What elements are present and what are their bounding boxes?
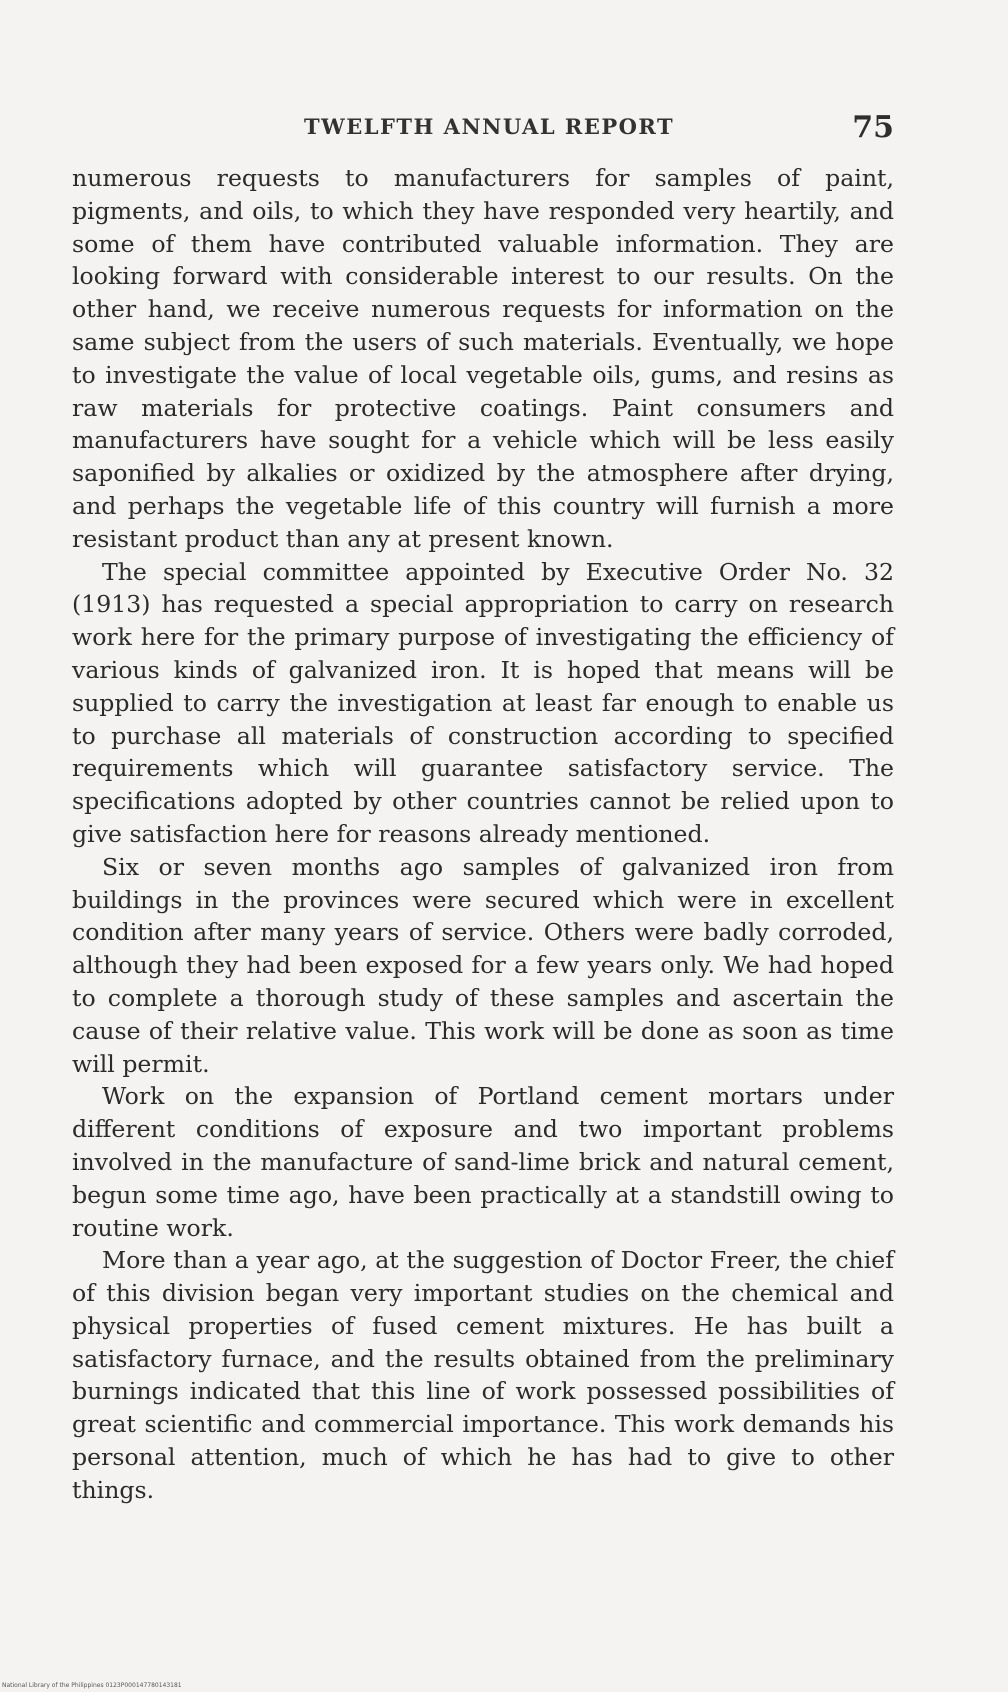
paragraph-fused-cement: More than a year ago, at the suggestion of Doctor Freer, the chief of this division began very important studies on the chemical and physical properties of fused cement mixtures. He has built a satisfactory furnace, and the results obtained from the preliminary burnings indicated that this line of work possessed possibilities of great scientific and commercial importance. This work demands his personal attention, much of which he has had to give to other things. xyxy=(72,1246,894,1504)
document-page xyxy=(72,100,894,1560)
paragraph-galvanized-samples: Six or seven months ago samples of galvanized iron from buildings in the provinces were secured which were in excellent condition after many years of service. Others were badly corroded, although they had been exposed for a few years only. We had hoped to complete a thorough study of these samples and ascertain the cause of their relative value. This work will be done as soon as time will permit. xyxy=(72,852,894,1078)
running-head xyxy=(72,108,894,148)
scan-credit: National Library of the Philippines 0123P000147780143181 xyxy=(2,1682,182,1689)
page-number: 75 xyxy=(852,110,894,145)
body-text xyxy=(72,162,894,1507)
paragraph-portland-cement: Work on the expansion of Portland cement mortars under different conditions of exposure and two important problems involved in the manufacture of sand-lime brick and natural cement, begun some time ago, have been practically at a standstill owing to routine work. xyxy=(72,1082,894,1242)
paragraph-special-committee: The special committee appointed by Executive Order No. 32 (1913) has requested a special appropriation to carry on research work here for the primary purpose of investigating the efficiency of various kinds of galvanized iron. It is hoped that means will be supplied to carry the investigation at least far enough to enable us to purchase all materials of construction according to specified requirements which will guarantee satisfactory service. The specifications adopted by other countries cannot be relied upon to give satisfaction here for reasons already mentioned. xyxy=(72,557,894,848)
running-title: TWELFTH ANNUAL REPORT xyxy=(304,114,675,139)
paragraph-continued: numerous requests to manufacturers for samples of paint, pigments, and oils, to which they have responded very heartily, and some of them have contributed valuable information. They are looking forward with considerable interest to our results. On the other hand, we receive numerous requests for information on the same subject from the users of such materials. Eventually, we hope to investigate the value of local vegetable oils, gums, and resins as raw materials for protective coatings. Paint consumers and manufacturers have sought for a vehicle which will be less easily saponified by alkalies or oxidized by the atmosphere after drying, and perhaps the vegetable life of this country will furnish a more resistant product than any at present known. xyxy=(72,164,894,553)
